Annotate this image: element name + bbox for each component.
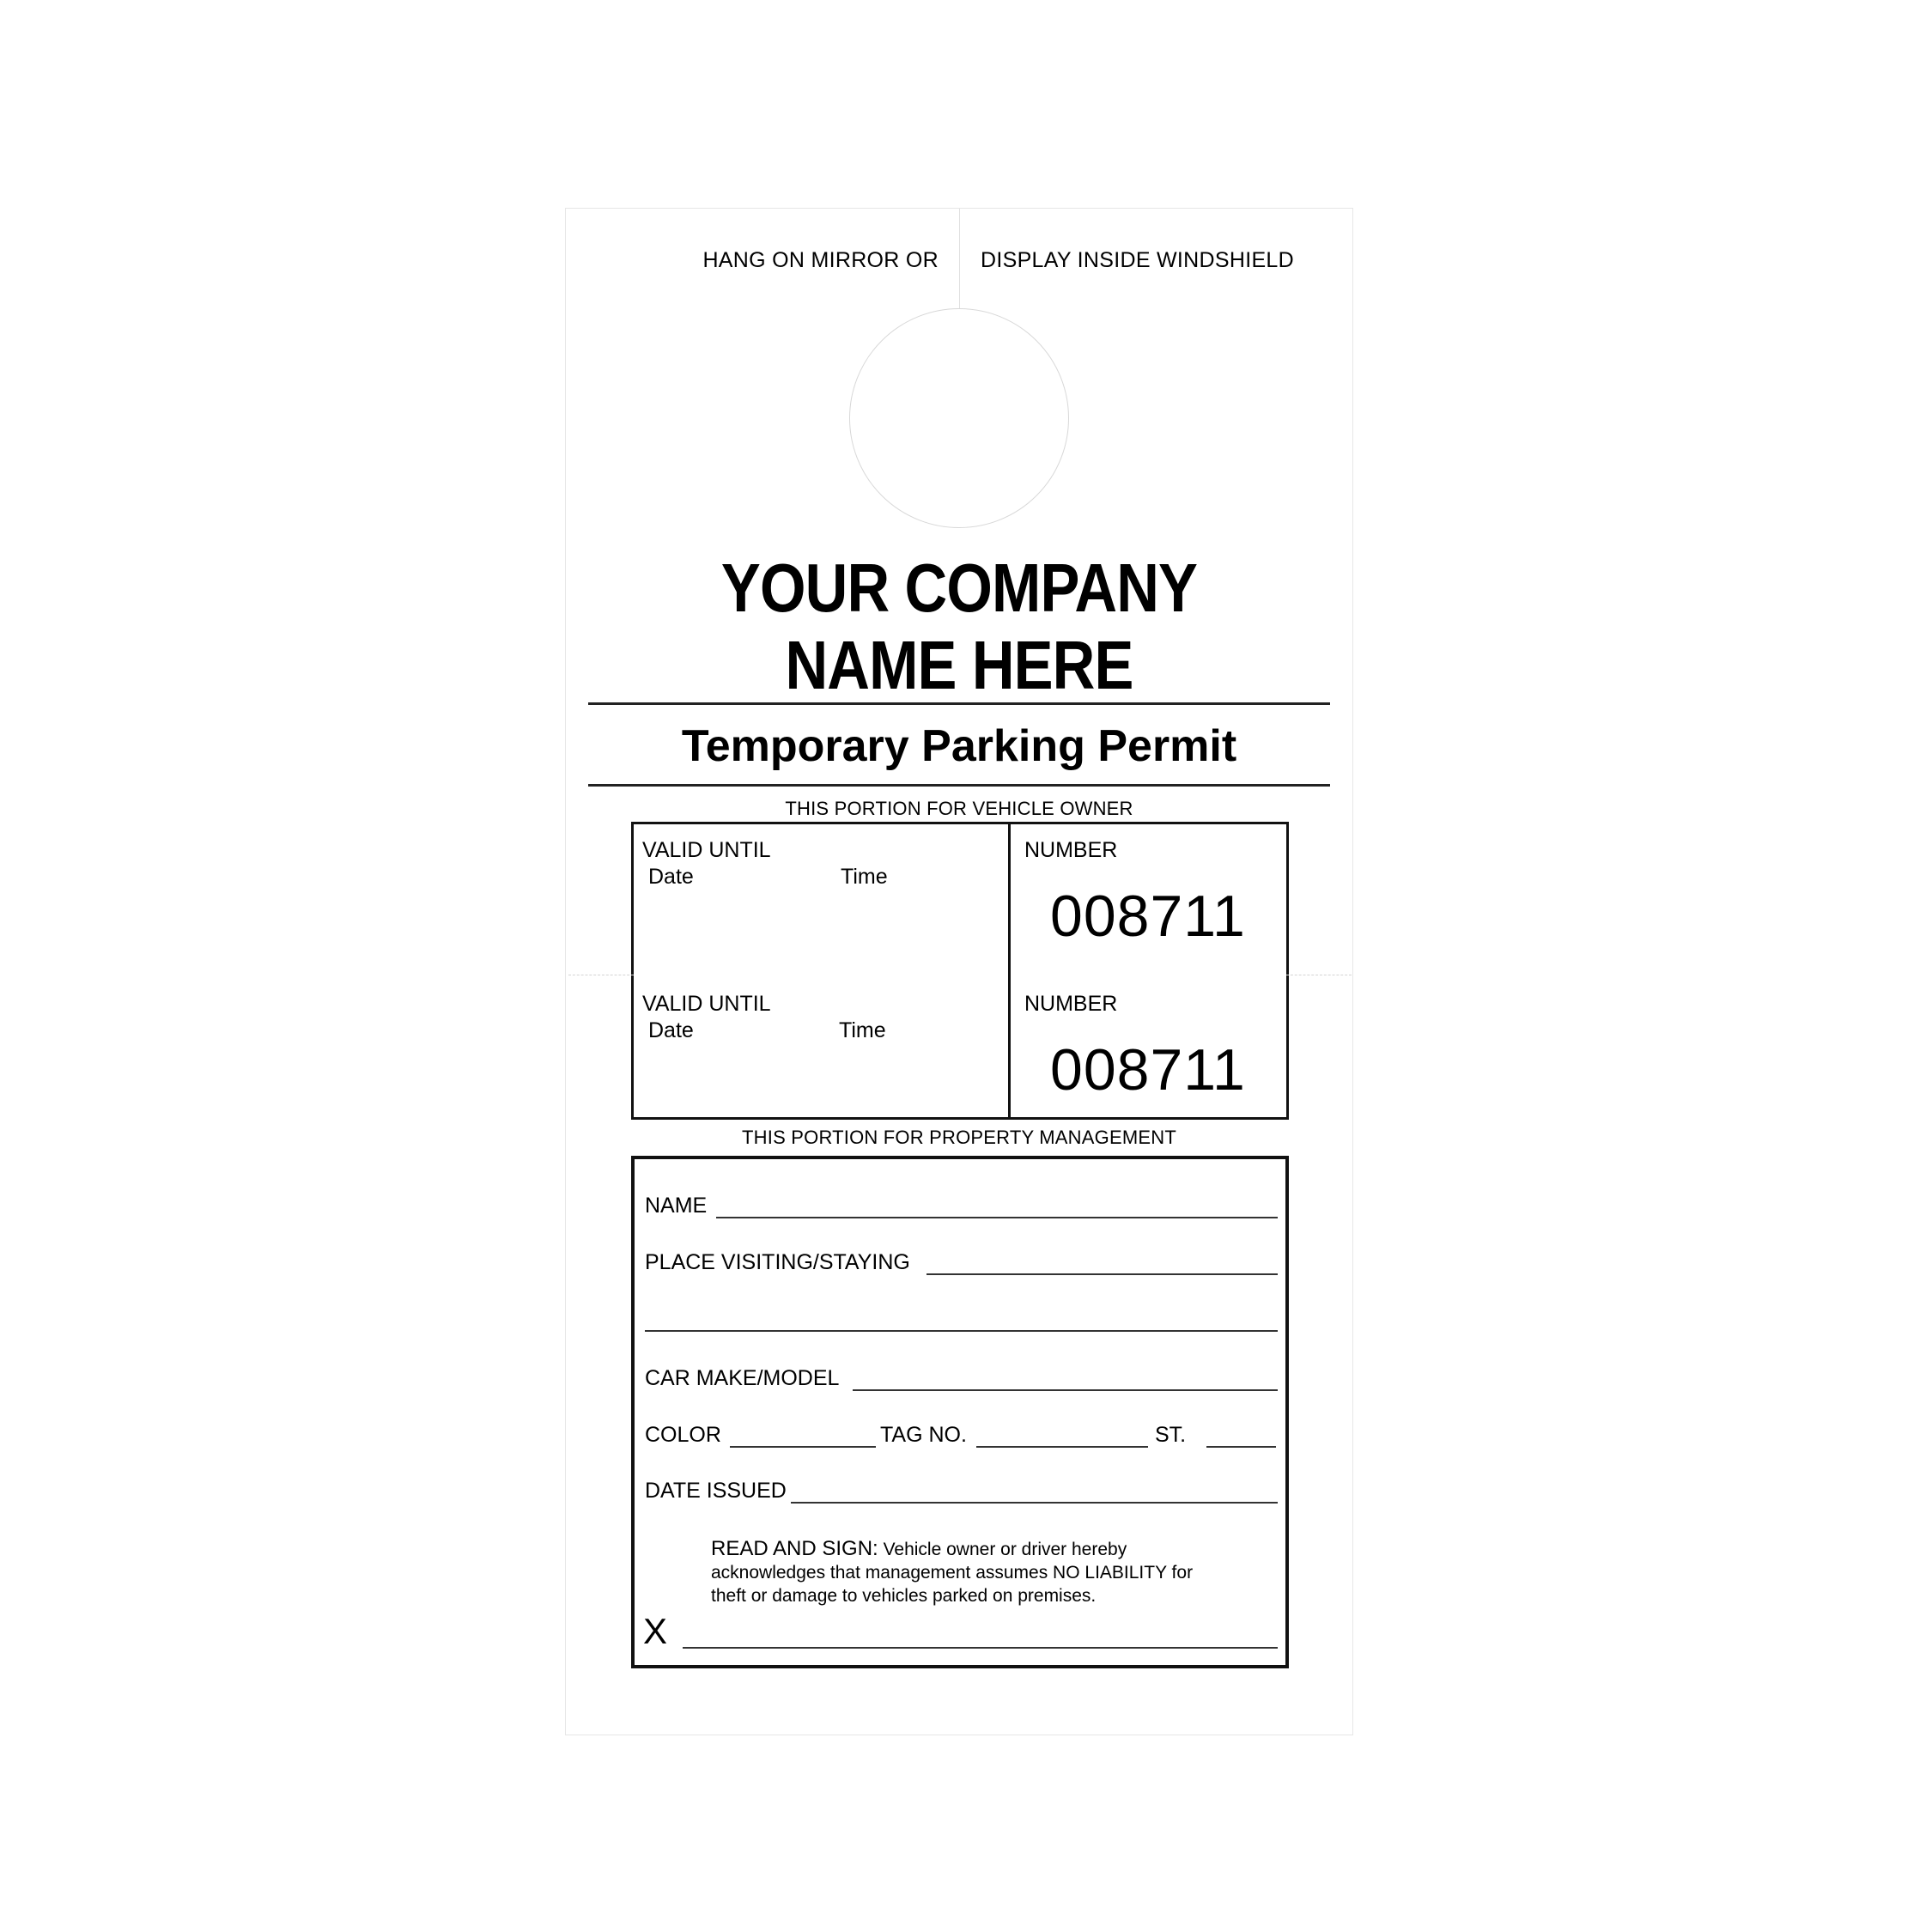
management-portion-box (631, 1156, 1289, 1668)
number-label: NUMBER (1024, 838, 1118, 862)
tag-field-line[interactable] (976, 1446, 1148, 1448)
owner-stub-1-left (634, 824, 1008, 975)
number-label: NUMBER (1024, 992, 1118, 1016)
company-name-line1: YOUR COMPANY (720, 550, 1198, 626)
name-field-label: NAME (645, 1194, 708, 1218)
parking-hang-tag (565, 208, 1353, 1735)
owner-portion-label: THIS PORTION FOR VEHICLE OWNER (785, 798, 1133, 819)
car-field-label: CAR MAKE/MODEL (645, 1366, 840, 1390)
permit-number: 008711 (1050, 1037, 1246, 1103)
state-field-line[interactable] (1206, 1446, 1276, 1448)
valid-until-label: VALID UNTIL (642, 992, 771, 1016)
time-label: Time (841, 865, 888, 889)
signature-line[interactable] (683, 1647, 1278, 1649)
place-field-line-2[interactable] (645, 1330, 1278, 1332)
time-label: Time (839, 1018, 886, 1042)
name-field-line[interactable] (716, 1217, 1278, 1218)
owner-stub-1-right (1011, 824, 1286, 975)
signature-mark: X (643, 1611, 668, 1651)
permit-title: Temporary Parking Permit (681, 721, 1237, 771)
mirror-hole (849, 308, 1069, 528)
date-label: Date (648, 1018, 694, 1042)
owner-stub-2-left (634, 975, 1008, 1117)
title-rule-bottom (588, 784, 1330, 787)
hang-instruction-left: HANG ON MIRROR OR (702, 248, 939, 272)
notice-heading: READ AND SIGN: (711, 1537, 878, 1560)
date-issued-field-label: DATE ISSUED (645, 1479, 787, 1503)
notice-body: Vehicle owner or driver hereby acknowledges that management assumes NO LIABILITY for theft or damage to vehicles parked on premises. (711, 1540, 1194, 1606)
date-issued-field-line[interactable] (791, 1502, 1278, 1504)
owner-stub-2-right (1011, 975, 1286, 1117)
mirror-slit (959, 209, 960, 308)
state-field-label: ST. (1155, 1423, 1187, 1447)
car-field-line[interactable] (853, 1389, 1278, 1391)
liability-notice (711, 1537, 1226, 1607)
permit-number: 008711 (1050, 884, 1246, 949)
hang-instruction-right: DISPLAY INSIDE WINDSHIELD (981, 248, 1294, 272)
color-field-label: COLOR (645, 1423, 721, 1447)
place-field-label: PLACE VISITING/STAYING (645, 1250, 910, 1274)
tag-field-label: TAG NO. (880, 1423, 967, 1447)
owner-portion-box (631, 822, 1289, 1120)
valid-until-label: VALID UNTIL (642, 838, 771, 862)
company-name-line2: NAME HERE (785, 627, 1133, 703)
title-rule-top (588, 702, 1330, 705)
place-field-line[interactable] (927, 1273, 1278, 1275)
color-field-line[interactable] (730, 1446, 876, 1448)
date-label: Date (648, 865, 694, 889)
management-portion-label: THIS PORTION FOR PROPERTY MANAGEMENT (742, 1127, 1176, 1148)
